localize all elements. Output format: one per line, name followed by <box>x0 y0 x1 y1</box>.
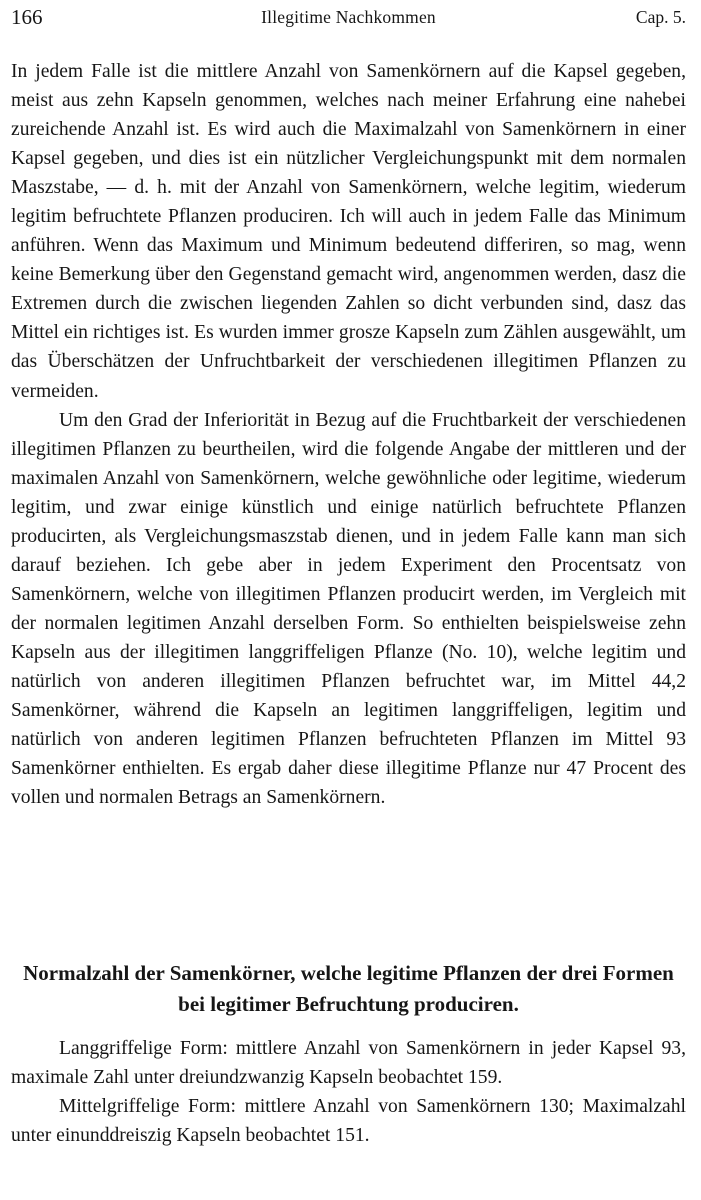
section-heading: Normalzahl der Samenkörner, welche legitime Pflanzen der drei Formen bei legitimer Befruchtung produciren. <box>23 961 674 1016</box>
entry-long-styled: Langgriffelige Form: mittlere Anzahl von Samenkörnern in jeder Kapsel 93, maximale Zahl unter dreiundzwanzig Kapseln beobachtet 159. <box>11 1038 686 1089</box>
paragraph-inferiority: Um den Grad der Inferiorität in Bezug auf die Fruchtbarkeit der verschiedenen illegitimen Pflanzen zu beurtheilen, wird die folgende Angabe der mittleren und der maximalen Anzahl von Samenkörnern, welche gewöhnliche oder legitime, wiederum legitim, und zwar einige künstlich und einige natürlich befruchtete Pflanzen producirten, als Vergleichungsmaszstab dienen, und in jedem Falle kann man sich darauf beziehen. Ich gebe aber in jedem Experiment den Procentsatz von Samenkörnern, welche von illegitimen Pflanzen producirt werden, im Vergleich mit der normalen legitimen Anzahl derselben Form. So enthielten beispielsweise zehn Kapseln aus der illegitimen langgriffeligen Pflanze (No. 10), welche legitim und natürlich von anderen illegitimen Pflanzen befruchtet war, im Mittel 44,2 Samenkörner, während die Kapseln an legitimen langgriffeligen, legitim und natürlich von anderen legitimen Pflanzen befruchteten Pflanzen im Mittel 93 Samenkörner enthielten. Es ergab daher diese illegitime Pflanze nur 47 Procent des vollen und normalen Betrags an Samenkörnern. <box>11 409 686 809</box>
running-header <box>11 5 686 35</box>
entry-mid-styled: Mittelgriffelige Form: mittlere Anzahl von Samenkörnern 130; Maximalzahl unter einunddreiszig Kapseln beobachtet 151. <box>11 1096 686 1147</box>
paragraph-methods: In jedem Falle ist die mittlere Anzahl von Samenkörnern auf die Kapsel gegeben, meist aus zehn Kapseln genommen, welches nach meiner Erfahrung eine nahebei zureichende Anzahl ist. Es wird auch die Maximalzahl von Samenkörnern in einer Kapsel gegeben, und dies ist ein nützlicher Vergleichungspunkt mit dem normalen Maszstabe, — d. h. mit der Anzahl von Samenkörnern, welche legitim, wiederum legitim befruchtete Pflanzen produciren. Ich will auch in jedem Falle das Minimum anführen. Wenn das Maximum und Minimum bedeutend differiren, so mag, wenn keine Bemerkung über den Gegenstand gemacht wird, angenommen werden, dasz die Extremen durch die zwischen liegenden Zahlen so dicht verbunden sind, dasz das Mittel ein richtiges ist. Es wurden immer grosze Kapseln zum Zählen ausgewählt, um das Überschätzen der Unfruchtbarkeit der verschiedenen illegitimen Pflanzen zu vermeiden. <box>11 61 686 402</box>
seed-count-entries <box>11 1034 686 1150</box>
chapter-label: Cap. 5. <box>635 7 686 27</box>
page-number: 166 <box>11 5 43 29</box>
body-text <box>11 57 686 812</box>
running-title: Illegitime Nachkommen <box>261 7 436 27</box>
